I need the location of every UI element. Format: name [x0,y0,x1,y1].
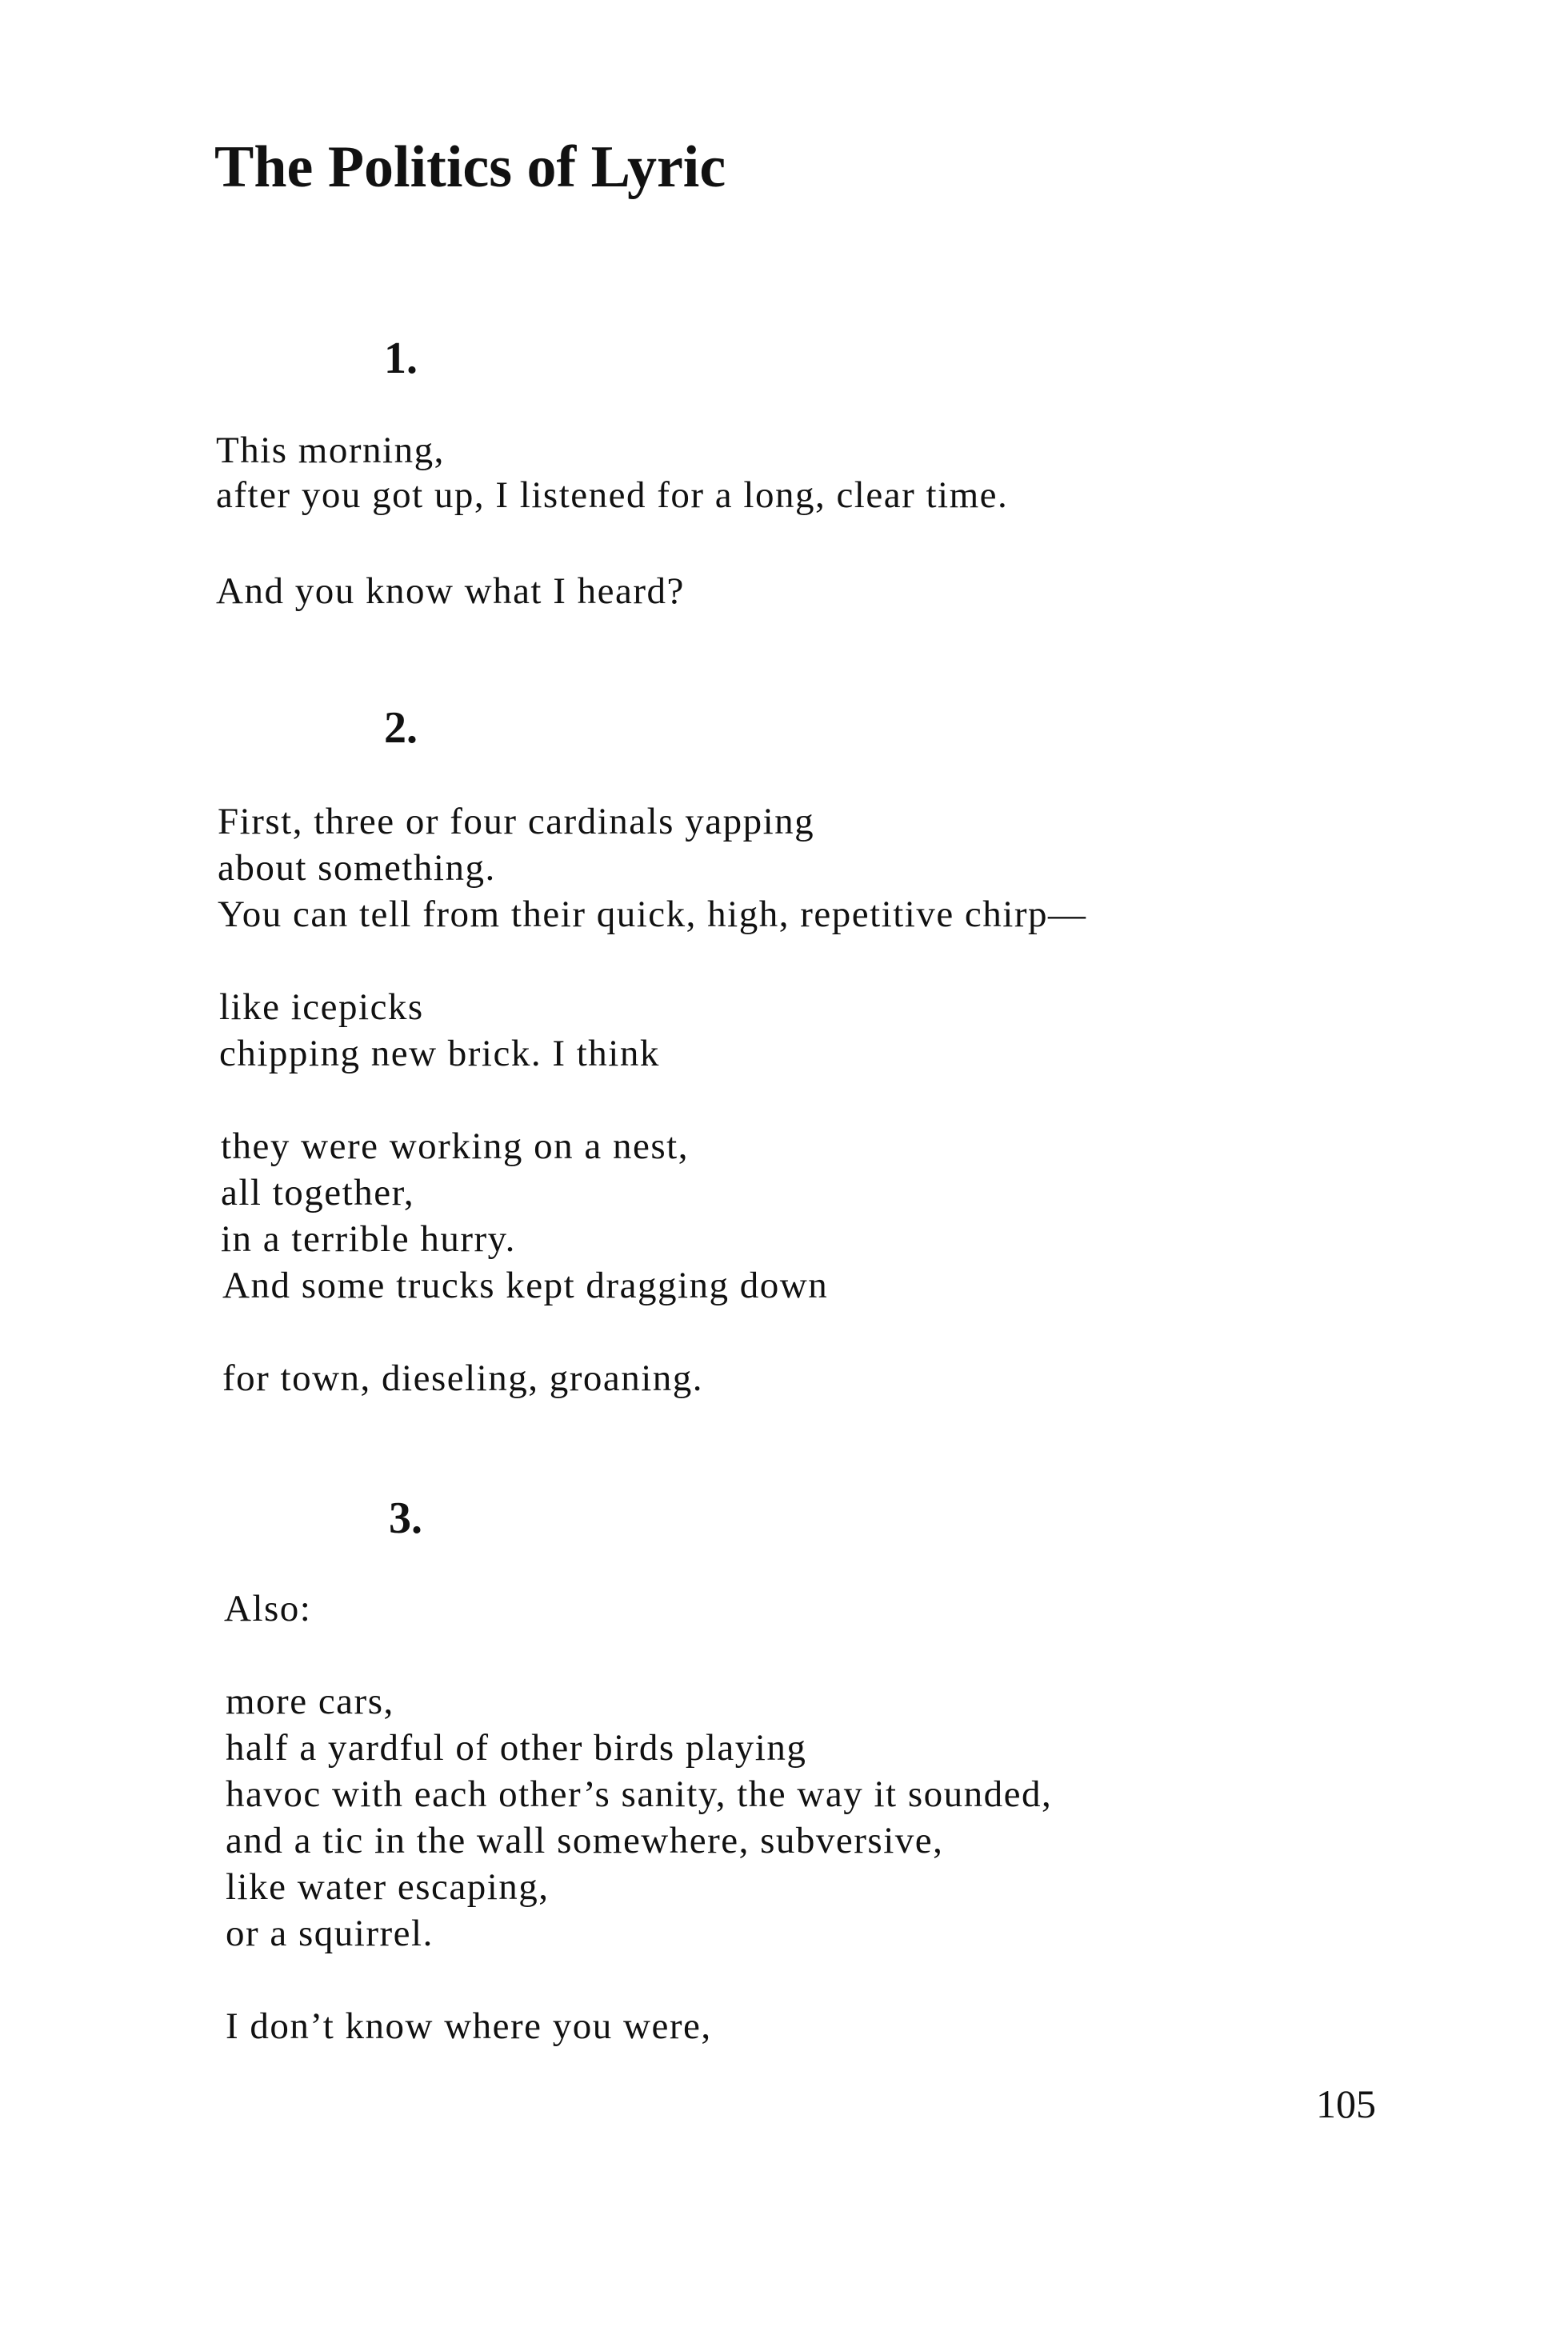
poem-line: like icepicks [219,986,424,1028]
poem-line: after you got up, I listened for a long, clear time. [216,474,1009,516]
poem-line: or a squirrel. [226,1913,434,1954]
poem-line: And you know what I heard? [216,570,685,612]
poem-line: First, three or four cardinals yapping [218,801,815,842]
poem-line: This morning, [216,430,445,471]
poem-line: for town, dieseling, groaning. [222,1357,704,1399]
poem-line: half a yardful of other birds playing [226,1727,807,1769]
poem-line: in a terrible hurry. [221,1218,516,1260]
page-number: 105 [1316,2081,1376,2126]
section-3-number: 3. [389,1493,422,1543]
poem-line: about something. [218,847,496,889]
poem-line: And some trucks kept dragging down [222,1265,829,1306]
poem-line: like water escaping, [226,1866,550,1908]
poem-line: chipping new brick. I think [219,1033,660,1074]
poem-line: havoc with each other’s sanity, the way it sounded, [226,1773,1053,1815]
poem-line: You can tell from their quick, high, repetitive chirp— [218,894,1087,935]
poem-title: The Politics of Lyric [214,134,726,200]
section-1-number: 1. [384,334,418,383]
poem-line: they were working on a nest, [221,1126,689,1167]
poem-line: I don’t know where you were, [226,2005,712,2047]
poem-line: Also: [224,1588,312,1629]
poem-line: all together, [221,1172,415,1213]
section-2-number: 2. [384,703,418,753]
poem-line: and a tic in the wall somewhere, subversive, [226,1820,944,1861]
poem-line: more cars, [226,1681,394,1722]
